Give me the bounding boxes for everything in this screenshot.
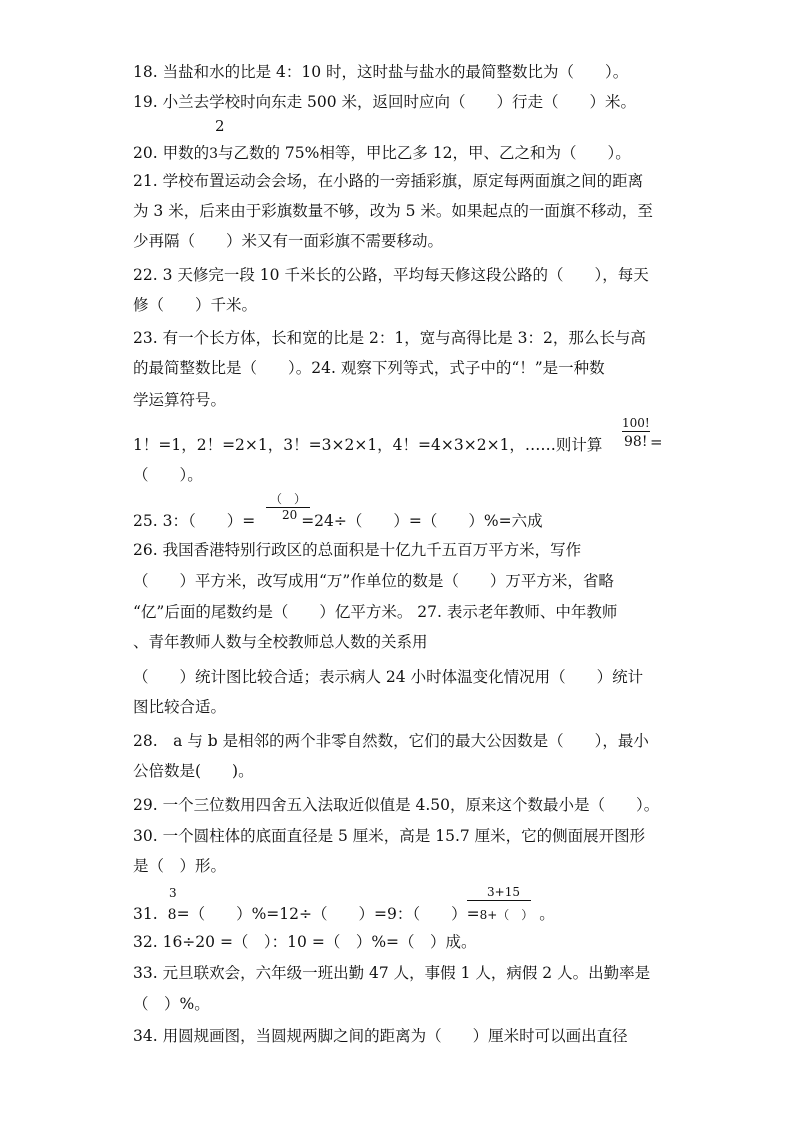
question-24-answer: （ ）。 <box>133 466 203 484</box>
q31-end: 。 <box>539 905 555 923</box>
question-28-line-1: 28. a 与 b 是相邻的两个非零自然数，它们的最大公因数是（ ），最小 <box>133 732 649 750</box>
q20-rest: 与乙数的 75%相等，甲比乙多 12，甲、乙之和为（ ）。 <box>218 144 631 162</box>
question-34: 34. 用圆规画图，当圆规两脚之间的距离为（ ）厘米时可以画出直径 <box>133 1027 628 1045</box>
question-18: 18. 当盐和水的比是 4：10 时，这时盐与盐水的最简整数比为（ ）。 <box>133 63 629 81</box>
question-28-line-2: 公倍数是( )。 <box>133 762 254 780</box>
q24-fraction-bar <box>622 431 650 432</box>
question-21-line-3: 少再隔（ ）米又有一面彩旗不需要移动。 <box>133 232 444 250</box>
question-24-equations: 1！=1，2！=2×1，3！=3×2×1，4！=4×3×2×1，……则计算 <box>133 436 603 454</box>
q25-before: 25. 3：（ ）= <box>133 512 256 530</box>
q31-middle: =（ ）%=12÷（ ）=9：（ ）= <box>176 905 480 923</box>
q31-prefix: 31. <box>133 905 158 923</box>
q31-fraction2-denominator: 8+（ ） <box>479 908 534 922</box>
question-33-line-2: （ ）%。 <box>133 995 210 1013</box>
question-21-line-1: 21. 学校布置运动会会场，在小路的一旁插彩旗，原定每两面旗之间的距离 <box>133 172 644 190</box>
q25-after: =24÷（ ）=（ ）%=六成 <box>301 512 543 530</box>
question-30-line-1: 30. 一个圆柱体的底面直径是 5 厘米，高是 15.7 厘米，它的侧面展开图形 <box>133 827 646 845</box>
question-26-line-3: “亿”后面的尾数约是（ ）亿平方米。 27. 表示老年教师、中年教师 <box>133 603 618 621</box>
question-21-line-2: 为 3 米，后来由于彩旗数量不够，改为 5 米。如果起点的一面旗不移动，至 <box>133 202 653 220</box>
question-27-line-1: 、青年教师人数与全校教师总人数的关系用 <box>133 633 428 651</box>
question-22-line-2: 修（ ）千米。 <box>133 296 258 314</box>
question-23-line-1: 23. 有一个长方体，长和宽的比是 2：1，宽与高得比是 3：2，那么长与高 <box>133 329 646 347</box>
question-29: 29. 一个三位数用四舍五入法取近似值是 4.50，原来这个数最小是（ ）。 <box>133 796 660 814</box>
question-26-line-2: （ ）平方米，改写成用“万”作单位的数是（ ）万平方米，省略 <box>133 572 614 590</box>
q20-prefix: 20. 甲数的 <box>133 144 210 162</box>
question-27-line-3: 图比较合适。 <box>133 698 227 716</box>
question-32: 32. 16÷20 =（ ）：10 =（ ）%=（ ）成。 <box>133 933 477 951</box>
question-19: 19. 小兰去学校时向东走 500 米，返回时应向（ ）行走（ ）米。 <box>133 93 637 111</box>
q25-fraction-denominator: 20 <box>282 508 298 522</box>
q20-fraction-numerator: 2 <box>215 117 225 135</box>
question-31 <box>133 904 555 925</box>
question-22-line-1: 22. 3 天修完一段 10 千米长的公路，平均每天修这段公路的（ ），每天 <box>133 266 649 284</box>
q31-fraction2-numerator: 3+15 <box>487 885 520 899</box>
q31-fraction1-denominator: 8 <box>167 907 177 923</box>
question-25 <box>133 508 543 531</box>
q31-fraction2-bar <box>467 900 531 901</box>
question-33-line-1: 33. 元旦联欢会，六年级一班出勤 47 人，事假 1 人，病假 2 人。出勤率是 <box>133 964 651 982</box>
q20-fraction-denominator: 3 <box>209 146 218 162</box>
question-30-line-2: 是（ ）形。 <box>133 857 227 875</box>
q24-fraction-denominator: 98! <box>624 434 648 450</box>
q24-equals: = <box>650 433 663 451</box>
q25-fraction-numerator: （ ） <box>270 492 307 506</box>
question-27-line-2: （ ）统计图比较合适；表示病人 24 小时体温变化情况用（ ）统计 <box>133 668 644 686</box>
question-24-line-1: 学运算符号。 <box>133 391 227 409</box>
q24-fraction-numerator: 100! <box>622 416 650 430</box>
q31-fraction1-numerator: 3 <box>169 886 177 900</box>
question-26-line-1: 26. 我国香港特别行政区的总面积是十亿九千五百万平方米，写作 <box>133 541 582 559</box>
question-23-line-2: 的最简整数比是（ ）。24. 观察下列等式，式子中的“！”是一种数 <box>133 359 605 377</box>
question-20 <box>133 143 631 164</box>
